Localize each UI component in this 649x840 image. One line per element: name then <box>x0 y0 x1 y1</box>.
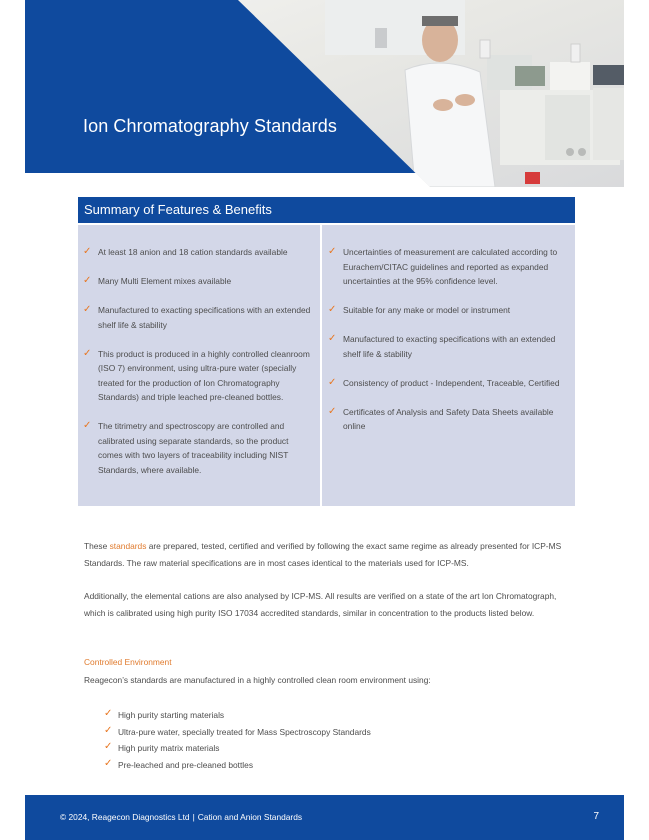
list-item <box>104 757 504 774</box>
list-item-text: High purity starting materials <box>118 710 225 720</box>
check-icon: ✓ <box>328 246 337 257</box>
check-icon: ✓ <box>83 347 92 359</box>
feature-text: The titrimetry and spectroscopy are controlled and calibrated using separate standards, so the product comes with two layers of traceability including NIST Standards, where available. <box>98 421 289 475</box>
list-item <box>104 740 504 757</box>
list-item-text: High purity matrix materials <box>118 743 220 753</box>
feature-item <box>328 332 572 361</box>
check-icon: ✓ <box>83 275 92 286</box>
summary-heading: Summary of Features & Benefits <box>78 197 575 223</box>
analysis-paragraph: Additionally, the elemental cations are also analysed by ICP-MS. All results are verified on a state of the art Ion Chromatograph, which is calibrated using high purity ISO 17034 accredited standards, similar in concentration to the products listed below. <box>84 591 557 618</box>
summary-panel <box>78 225 575 506</box>
check-icon: ✓ <box>104 741 113 752</box>
intro-text-start: These <box>84 541 110 551</box>
check-icon: ✓ <box>328 376 337 388</box>
environment-intro: Reagecon’s standards are manufactured in a highly controlled clean room environment using: <box>84 675 431 685</box>
check-icon: ✓ <box>328 405 337 417</box>
feature-item <box>328 405 572 434</box>
check-icon: ✓ <box>328 304 337 315</box>
list-item <box>104 707 504 724</box>
feature-item <box>83 347 315 405</box>
intro-paragraph <box>84 538 569 572</box>
feature-text: Suitable for any make or model or instrument <box>343 305 511 315</box>
feature-text: Manufactured to exacting specifications with an extended shelf life & stability <box>343 334 556 359</box>
check-icon: ✓ <box>328 333 337 344</box>
feature-item <box>328 245 572 289</box>
feature-item <box>328 376 572 391</box>
page-number: 7 <box>593 811 599 822</box>
copyright-text: © 2024, Reagecon Diagnostics Ltd <box>60 812 190 822</box>
footer-text <box>60 812 302 822</box>
page-footer <box>25 795 624 840</box>
feature-text: At least 18 anion and 18 cation standards available <box>98 247 288 257</box>
feature-text: Consistency of product - Independent, Traceable, Certified <box>343 377 560 388</box>
page-title: Ion Chromatography Standards <box>83 116 337 136</box>
feature-item <box>83 274 315 289</box>
feature-item <box>83 419 315 477</box>
list-item <box>104 724 504 741</box>
check-icon: ✓ <box>83 420 92 431</box>
features-left-column <box>83 245 315 492</box>
feature-item <box>328 303 572 318</box>
feature-item <box>83 245 315 260</box>
footer-section-title: Cation and Anion Standards <box>197 812 303 822</box>
feature-item <box>83 303 315 332</box>
check-icon: ✓ <box>104 724 113 736</box>
check-icon: ✓ <box>104 757 113 769</box>
check-icon: ✓ <box>83 304 92 315</box>
page-header <box>25 0 624 187</box>
intro-text-end: are prepared, tested, certified and verified by following the exact same regime as already presented for ICP-MS Standards. The raw material specifications are in most cases identical to the materials used for ICP-MS. <box>84 541 562 568</box>
feature-text: This product is produced in a highly controlled cleanroom (ISO 7) environment, using ultra-pure water (specially treated for the production of Ion Chromatography Standards) and triple leached pre-cleaned bottles. <box>98 348 310 402</box>
check-icon: ✓ <box>104 708 113 719</box>
feature-text: Many Multi Element mixes available <box>98 276 232 286</box>
check-icon: ✓ <box>83 246 92 257</box>
features-right-column <box>328 245 572 448</box>
list-item-text: Ultra-pure water, specially treated for Mass Spectroscopy Standards <box>118 726 371 737</box>
environment-list <box>104 707 504 773</box>
section-heading-controlled-environment: Controlled Environment <box>84 657 172 667</box>
feature-text: Certificates of Analysis and Safety Data Sheets available online <box>343 406 554 431</box>
feature-text: Uncertainties of measurement are calculated according to Eurachem/CITAC guidelines and reported as expanded uncertainties at the 95% confidence level. <box>343 247 558 286</box>
standards-link[interactable]: standards <box>109 541 147 551</box>
footer-separator: | <box>192 812 195 822</box>
list-item-text: Pre-leached and pre-cleaned bottles <box>118 759 254 770</box>
column-divider <box>320 225 322 506</box>
feature-text: Manufactured to exacting specifications with an extended shelf life & stability <box>98 305 311 330</box>
